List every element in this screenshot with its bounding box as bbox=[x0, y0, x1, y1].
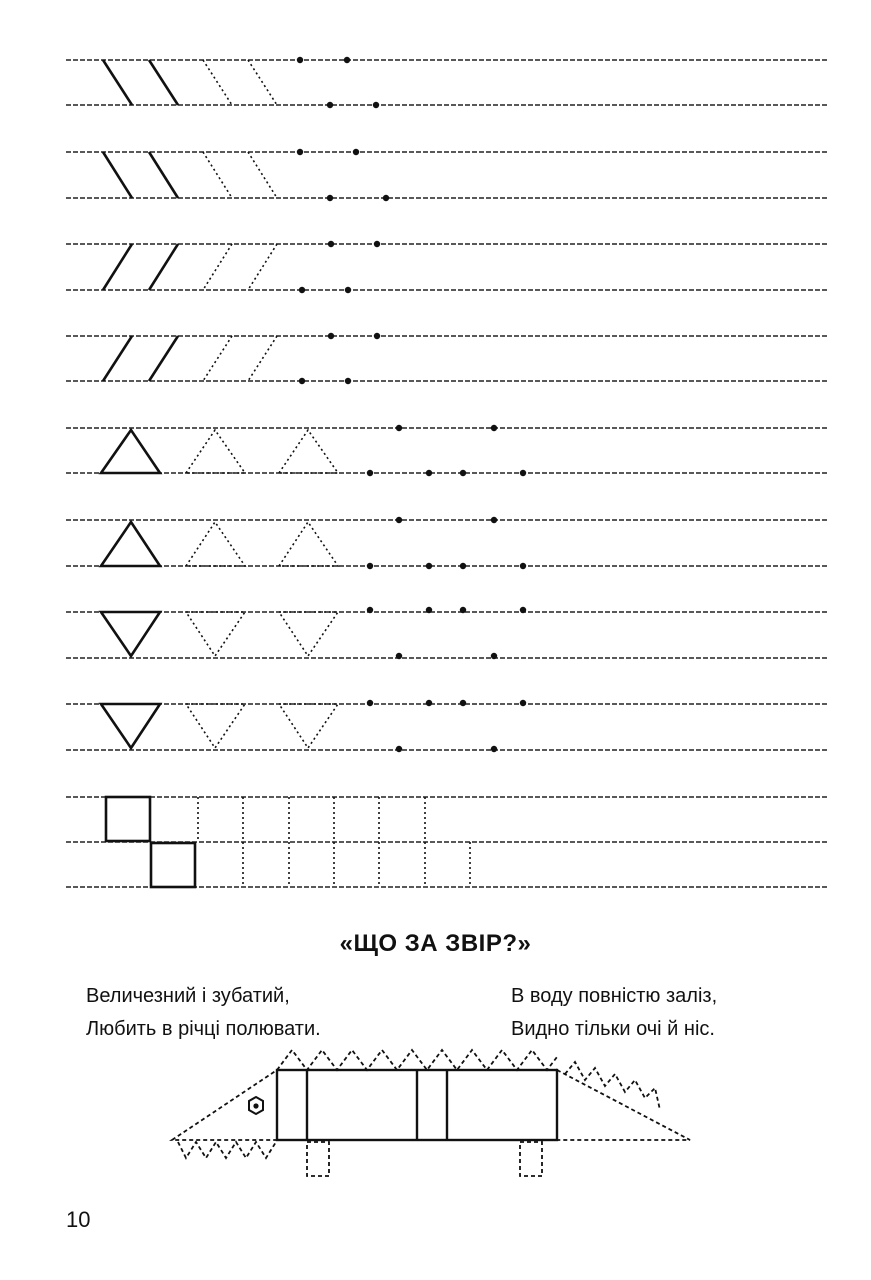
row-slash-2 bbox=[103, 333, 380, 384]
riddle-poem-right bbox=[511, 980, 717, 1046]
row-backslash-1 bbox=[103, 57, 379, 108]
row-slash-1 bbox=[103, 241, 380, 293]
crocodile-head bbox=[172, 1070, 277, 1140]
riddle-poem-left bbox=[86, 980, 321, 1046]
row-triangle-down-1 bbox=[101, 607, 526, 659]
crocodile-eye-icon bbox=[249, 1097, 263, 1114]
row-backslash-2 bbox=[103, 149, 389, 201]
writing-guide-lines bbox=[66, 60, 828, 887]
poem-line: Величезний і зубатий, bbox=[86, 985, 290, 1007]
row-triangle-up-1 bbox=[101, 425, 526, 476]
crocodile-geometric-figure bbox=[0, 1040, 871, 1190]
riddle-title: «ЩО ЗА ЗВІР?» bbox=[339, 930, 532, 957]
poem-line: Любить в річці полювати. bbox=[86, 1018, 321, 1040]
page-number: 10 bbox=[66, 1207, 91, 1232]
row-triangle-up-2 bbox=[101, 517, 526, 569]
row-triangle-down-2 bbox=[101, 700, 526, 752]
crocodile-tail-spikes bbox=[565, 1062, 660, 1110]
poem-line: Видно тільки очі й ніс. bbox=[511, 1018, 715, 1040]
crocodile-tail bbox=[557, 1070, 690, 1140]
poem-line: В воду повністю заліз, bbox=[511, 985, 718, 1007]
crocodile-front-leg bbox=[307, 1142, 329, 1176]
crocodile-back-leg bbox=[520, 1142, 542, 1176]
crocodile-back-spikes bbox=[277, 1050, 557, 1070]
crocodile-teeth bbox=[178, 1142, 276, 1158]
